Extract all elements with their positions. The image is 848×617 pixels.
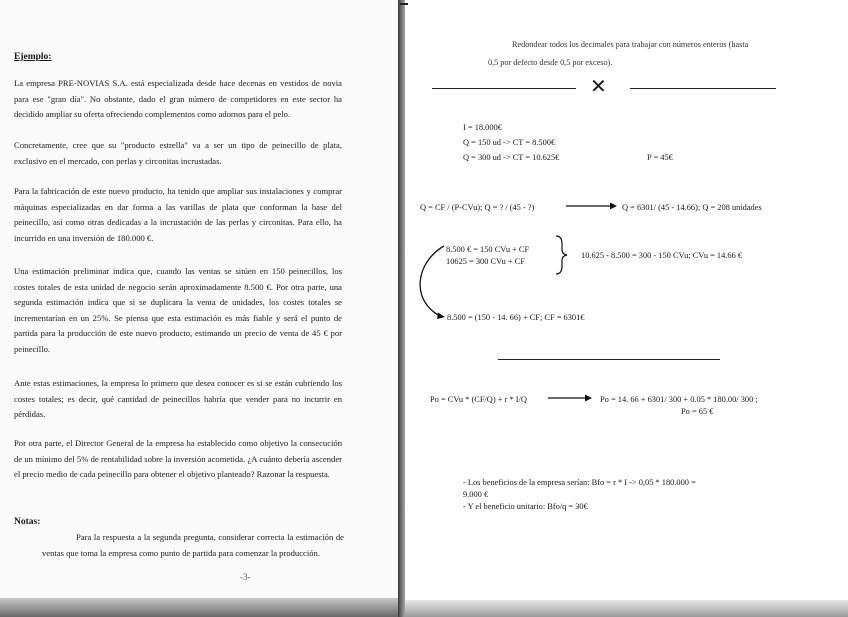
- price-formula: Po = CVu * (CF/Q) + r * I/Q: [430, 395, 527, 404]
- cost-line-300: Q = 300 ud -> CT = 10.625€: [463, 153, 560, 162]
- notes-label: Notas:: [14, 517, 41, 527]
- breakeven-formula: Q = CF / (P-CVu); Q = ? / (45 - ?): [420, 203, 535, 212]
- benefit-line-2: 9.000 €: [463, 490, 489, 499]
- page-number: -3-: [240, 572, 251, 582]
- example-heading: Ejemplo:: [14, 52, 52, 62]
- intro-line-2: 0,5 por defecto desde 0,5 por exceso).: [488, 58, 613, 67]
- notes-text: Para la respuesta a la segunda pregunta, considerar correcta la estimación de ventas que toma la empresa como punto de partida para comenzar la producción.: [42, 532, 344, 558]
- paragraph-estimation: Una estimación preliminar indica que, cuando las ventas se sitúen en 150 peinecillos, los costes totales de esta unidad de negocio serán aproximadamente 8.500 €. Por otra parte, una segunda estimación indica que si se duplicara la venta de unidades, los costes totales se incrementarían en un 25%. Se piensa que esta estimación es más fiable y será el punto de partida para la producción de este nuevo producto, estimando un precio de venta de 45 € por peinecillo.: [14, 266, 342, 354]
- intro-line-1: Redondear todos los decimales para trabajar con números enteros (hasta: [512, 40, 749, 49]
- system-equation-1: 8.500 € = 150 CVu + CF: [446, 245, 530, 254]
- paragraph-question-1: Ante estas estimaciones, la empresa lo primero que desea conocer es si se están cubriendo los costes totales; es decir, qué cantidad de peinecillos habría que vender para no incurrir en pérdidas.: [14, 378, 342, 420]
- investment-line: I = 18.000€: [463, 123, 502, 132]
- cross-icon: ✕: [590, 74, 607, 98]
- system-solution: 10.625 - 8.500 = 300 - 150 CVu; CVu = 14.66 €: [581, 251, 743, 260]
- price-result-2: Po = 65 €: [681, 407, 714, 416]
- brace-icon: [556, 236, 567, 274]
- price-line: P = 45€: [647, 153, 673, 162]
- price-result-1: Po = 14. 66 + 6301/ 300 + 0.05 * 180.00/ 300 ;: [600, 395, 758, 404]
- cost-line-150: Q = 150 ud -> CT = 8.500€: [463, 138, 556, 147]
- arrow-icon: [548, 395, 592, 402]
- benefit-line-3: - Y el beneficio unitario: Bfo/q = 30€: [463, 502, 588, 511]
- fixed-cost-line: 8.500 = (150 - 14. 66) + CF; CF = 6301€: [447, 313, 585, 322]
- paragraph-product: Concretamente, cree que su "producto estrella" va a ser un tipo de peinecillo de plata, exclusivo en el mercado, con perlas y circonitas incrustadas.: [14, 140, 342, 166]
- system-equation-2: 10625 = 300 CVu + CF: [446, 257, 525, 266]
- benefit-line-1: - Los beneficios de la empresa serían: Bfo = r * I -> 0,05 * 180.000 =: [463, 478, 696, 487]
- paragraph-intro: La empresa PRE-NOVIAS S.A. está especializada desde hace decenas en vestidos de novia para ese "gran día". No obstante, dado el gran número de competidores en este sector ha decidido ampliar su oferta ofreciendo complementos como adornos para el pelo.: [14, 78, 342, 120]
- arrow-icon: [566, 203, 617, 210]
- breakeven-result: Q = 6301/ (45 - 14.66); Q = 208 unidades: [622, 203, 762, 212]
- curved-arrow-icon: [420, 246, 445, 319]
- paragraph-investment: Para la fabricación de este nuevo producto, ha tenido que ampliar sus instalaciones y comprar máquinas especializadas en dar forma a las varillas de plata que conforman la base del peinecillo, así como otras dedicadas a la incrustación de las perlas y circonitas. Para ello, ha incurrido en una inversión de 180.000 €.: [14, 186, 342, 243]
- paragraph-question-2: Por otra parte, el Director General de la empresa ha establecido como objetivo la consecución de un mínimo del 5% de rentabilidad sobre la inversión acometida. ¿A cuánto debería ascender el precio medio de cada peinecillo para obtener el objetivo planteado? Razonar la respuesta.: [14, 438, 342, 480]
